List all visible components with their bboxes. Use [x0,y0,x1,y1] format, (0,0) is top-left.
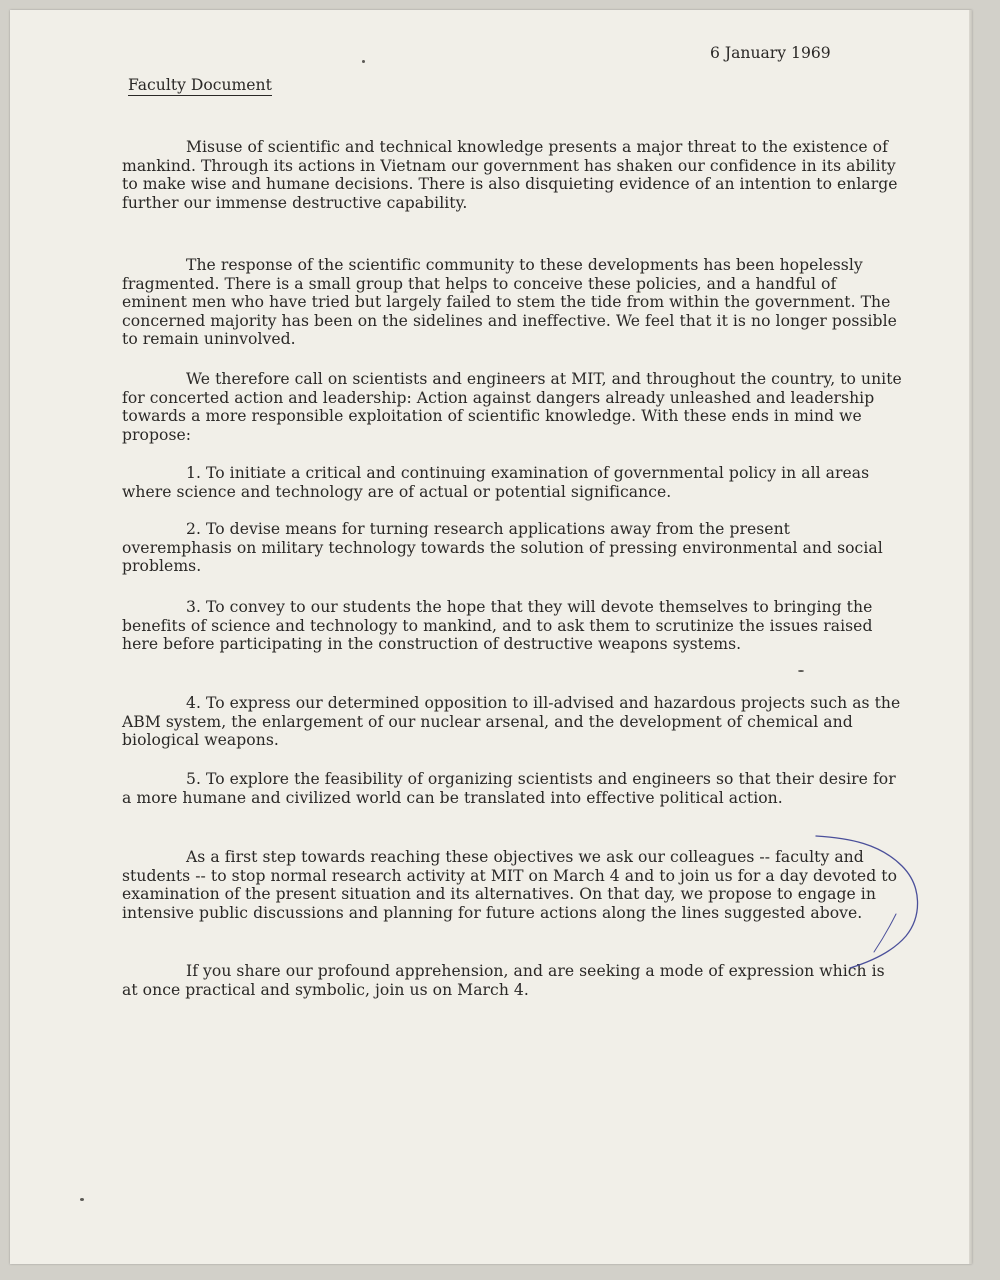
proposal-item-3: 3. To convey to our students the hope that they will devote themselves to bringing the benefits of science and technology to mankind, and to ask them to scrutinize the issues raised here before participating in the construction of destructive weapons systems. [122,598,873,653]
paper-speck [80,1198,84,1201]
document-page [10,10,972,1264]
proposal-item-1: 1. To initiate a critical and continuing examination of governmental policy in all areas where science and technology are of actual or potential significance. [122,464,870,501]
document-date: 6 January 1969 [710,44,831,62]
proposal-item-4: 4. To express our determined opposition to ill-advised and hazardous projects such as the ABM system, the enlargement of our nuclear arsenal, and the development of chemical and biological weapons. [122,694,901,749]
proposal-item-2: 2. To devise means for turning research applications away from the present overemphasis on military technology towards the solution of pressing environmental and social problems. [122,520,883,575]
paragraph-call-to-action: As a first step towards reaching these objectives we ask our colleagues -- faculty and students -- to stop normal research activity at MIT on March 4 and to join us for a day devoted to examination of the present situation and its alternatives. On that day, we propose to engage in intensive public discussions and planning for future actions along the lines suggested above. [122,848,898,922]
paragraph-3: We therefore call on scientists and engineers at MIT, and throughout the country, to unite for concerted action and leadership: Action against dangers already unleashed and leadership towards a more responsible exploitation of scientific knowledge. With these ends in mind we propose: [122,370,902,444]
document-title: Faculty Document [128,76,272,94]
paragraph-1: Misuse of scientific and technical knowledge presents a major threat to the existence of mankind. Through its actions in Vietnam our government has shaken our confidence in its ability to make wise and humane decisions. There is also disquieting evidence of an intention to enlarge further our immense destructive capability. [122,138,898,212]
page-edge [969,10,972,1264]
paragraph-closing: If you share our profound apprehension, and are seeking a mode of expression which is at once practical and symbolic, join us on March 4. [122,962,885,999]
paper-speck [362,60,365,63]
proposal-item-5: 5. To explore the feasibility of organizing scientists and engineers so that their desire for a more humane and civilized world can be translated into effective political action. [122,770,896,807]
paper-speck [798,670,804,672]
paragraph-2: The response of the scientific community to these developments has been hopelessly fragmented. There is a small group that helps to conceive these policies, and a handful of eminent men who have tried but largely failed to stem the tide from within the government. The concerned majority has been on the sidelines and ineffective. We feel that it is no longer possible to remain uninvolved. [122,256,897,348]
